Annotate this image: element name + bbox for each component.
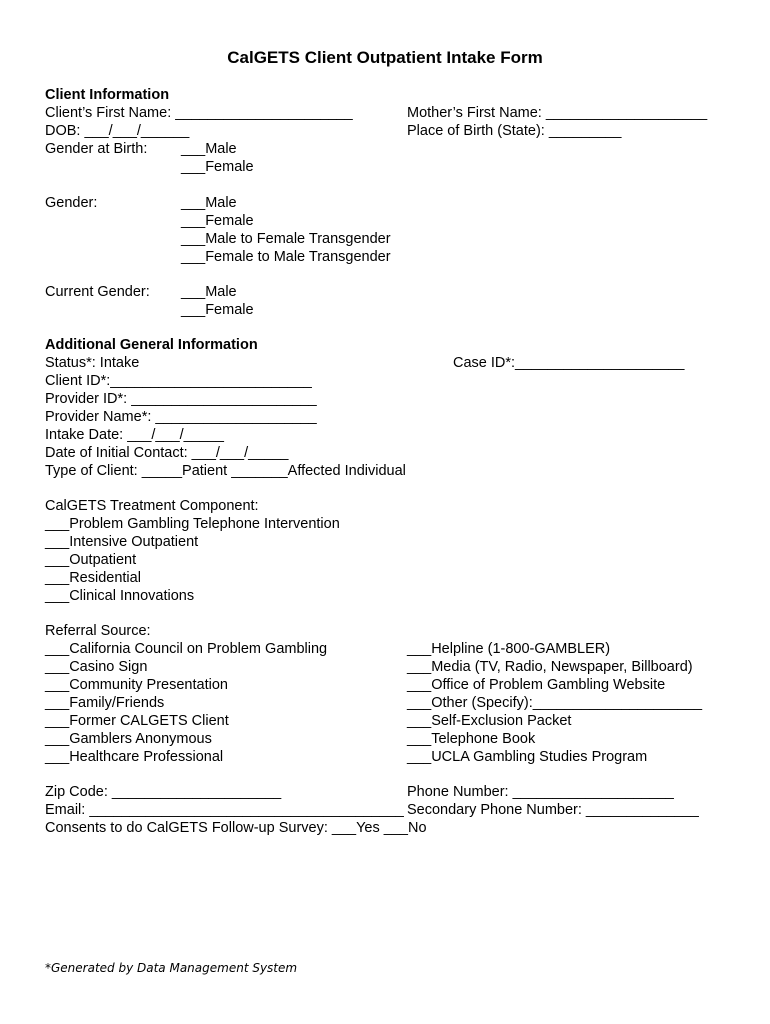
gender-at-birth-male-option[interactable]: ___Male bbox=[181, 141, 237, 157]
followup-consent-field[interactable]: Consents to do CalGETS Follow-up Survey: ___Yes ___No bbox=[45, 820, 427, 836]
referral-option[interactable]: ___Casino Sign bbox=[45, 659, 148, 675]
treatment-option[interactable]: ___Problem Gambling Telephone Intervention bbox=[45, 516, 340, 532]
referral-option[interactable]: ___Telephone Book bbox=[407, 731, 536, 747]
current-gender-option[interactable]: ___Male bbox=[181, 284, 237, 300]
additional-info-heading: Additional General Information bbox=[45, 337, 258, 353]
gender-option[interactable]: ___Female bbox=[181, 213, 254, 229]
client-first-name-field[interactable]: Client’s First Name: ______________________ bbox=[45, 105, 353, 121]
referral-option[interactable]: ___UCLA Gambling Studies Program bbox=[407, 749, 648, 765]
referral-option[interactable]: ___Family/Friends bbox=[45, 695, 165, 711]
referral-option[interactable]: ___Media (TV, Radio, Newspaper, Billboard) bbox=[407, 659, 693, 675]
current-gender-option[interactable]: ___Female bbox=[181, 302, 254, 318]
treatment-option[interactable]: ___Outpatient bbox=[45, 552, 137, 568]
referral-option[interactable]: ___Office of Problem Gambling Website bbox=[407, 677, 666, 693]
client-info-heading: Client Information bbox=[45, 87, 170, 103]
secondary-phone-field[interactable]: Secondary Phone Number: ______________ bbox=[407, 802, 699, 818]
referral-option[interactable]: ___Self-Exclusion Packet bbox=[407, 713, 572, 729]
gender-option[interactable]: ___Male to Female Transgender bbox=[181, 231, 391, 247]
treatment-heading: CalGETS Treatment Component: bbox=[45, 498, 259, 514]
zip-code-field[interactable]: Zip Code: _____________________ bbox=[45, 784, 282, 800]
referral-heading: Referral Source: bbox=[45, 623, 151, 639]
initial-contact-date-field[interactable]: Date of Initial Contact: ___/___/_____ bbox=[45, 445, 289, 461]
referral-option[interactable]: ___California Council on Problem Gambling bbox=[45, 641, 328, 657]
gender-option[interactable]: ___Female to Male Transgender bbox=[181, 249, 391, 265]
referral-option[interactable]: ___Healthcare Professional bbox=[45, 749, 224, 765]
referral-option[interactable]: ___Helpline (1-800-GAMBLER) bbox=[407, 641, 611, 657]
treatment-option[interactable]: ___Intensive Outpatient bbox=[45, 534, 199, 550]
gender-option[interactable]: ___Male bbox=[181, 195, 237, 211]
intake-date-field[interactable]: Intake Date: ___/___/_____ bbox=[45, 427, 224, 443]
provider-id-field[interactable]: Provider ID*: _______________________ bbox=[45, 391, 317, 407]
client-type-field[interactable]: Type of Client: _____Patient _______Affected Individual bbox=[45, 463, 406, 479]
form-title: CalGETS Client Outpatient Intake Form bbox=[227, 48, 543, 67]
provider-name-field[interactable]: Provider Name*: ____________________ bbox=[45, 409, 317, 425]
referral-option[interactable]: ___Former CALGETS Client bbox=[45, 713, 229, 729]
mothers-first-name-field[interactable]: Mother’s First Name: ____________________ bbox=[407, 105, 708, 121]
status-field: Status*: Intake bbox=[45, 355, 140, 371]
phone-number-field[interactable]: Phone Number: ____________________ bbox=[407, 784, 674, 800]
treatment-option[interactable]: ___Residential bbox=[45, 570, 141, 586]
referral-option[interactable]: ___Gamblers Anonymous bbox=[45, 731, 212, 747]
footnote: *Generated by Data Management System bbox=[45, 961, 298, 975]
gender-label: Gender: bbox=[45, 195, 98, 211]
gender-at-birth-female-option[interactable]: ___Female bbox=[181, 159, 254, 175]
client-id-field[interactable]: Client ID*:_________________________ bbox=[45, 373, 312, 389]
gender-at-birth-label: Gender at Birth: bbox=[45, 141, 148, 157]
referral-option[interactable]: ___Other (Specify):_____________________ bbox=[407, 695, 703, 711]
referral-option[interactable]: ___Community Presentation bbox=[45, 677, 228, 693]
dob-field[interactable]: DOB: ___/___/______ bbox=[45, 123, 190, 139]
place-of-birth-field[interactable]: Place of Birth (State): _________ bbox=[407, 123, 622, 139]
current-gender-label: Current Gender: bbox=[45, 284, 150, 300]
case-id-field[interactable]: Case ID*:_____________________ bbox=[453, 355, 685, 371]
email-field[interactable]: Email: _______________________________________ bbox=[45, 802, 404, 818]
treatment-option[interactable]: ___Clinical Innovations bbox=[45, 588, 195, 604]
